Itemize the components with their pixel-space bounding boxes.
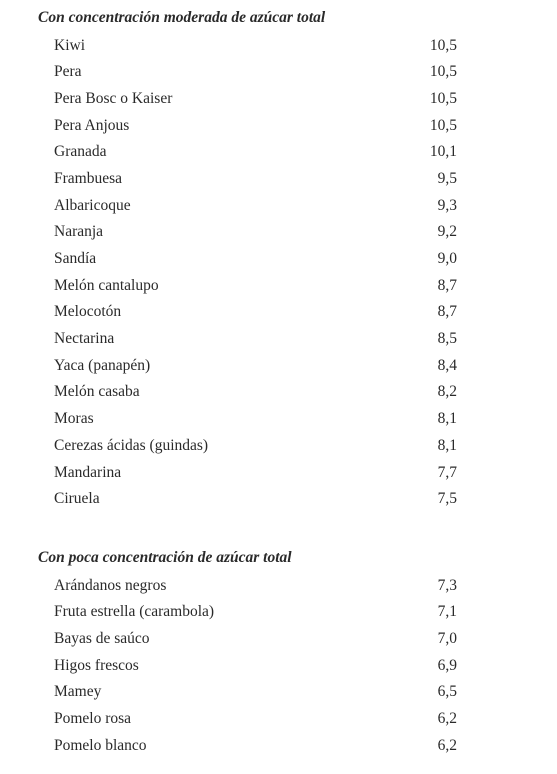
list-item — [0, 193, 557, 220]
list-item — [0, 219, 557, 246]
sugar-value: 8,1 — [437, 436, 457, 454]
list-item — [0, 246, 557, 273]
list-item — [0, 573, 557, 600]
sugar-value: 10,5 — [429, 36, 457, 54]
list-item — [0, 273, 557, 300]
fruit-name: Mamey — [54, 683, 102, 701]
list-item — [0, 433, 557, 460]
sugar-value: 10,1 — [429, 143, 457, 161]
sugar-value: 8,7 — [437, 303, 457, 321]
section-low-sugar — [0, 547, 557, 759]
section-title: Con poca concentración de azúcar total — [38, 549, 292, 566]
list-item — [0, 139, 557, 166]
list-item — [0, 406, 557, 433]
sugar-value: 7,0 — [437, 629, 457, 647]
sugar-value: 6,2 — [437, 709, 457, 727]
fruit-name: Albaricoque — [54, 196, 131, 214]
list-item — [0, 733, 557, 760]
fruit-name: Pomelo blanco — [54, 736, 147, 754]
list-item — [0, 166, 557, 193]
list-item — [0, 626, 557, 653]
list-item — [0, 679, 557, 706]
fruit-name: Pera Bosc o Kaiser — [54, 89, 173, 107]
list-item — [0, 460, 557, 487]
fruit-name: Higos frescos — [54, 656, 139, 674]
sugar-value: 8,7 — [437, 276, 457, 294]
sugar-value: 10,5 — [429, 116, 457, 134]
list-item — [0, 599, 557, 626]
fruit-name: Pera — [54, 63, 82, 81]
fruit-name: Yaca (panapén) — [54, 356, 151, 374]
sugar-value: 8,2 — [437, 383, 457, 401]
fruit-name: Pomelo rosa — [54, 709, 132, 727]
sugar-value: 7,3 — [437, 576, 457, 594]
sugar-value: 6,5 — [437, 683, 457, 701]
fruit-name: Ciruela — [54, 490, 100, 508]
fruit-list — [0, 33, 557, 513]
sugar-value: 8,5 — [437, 330, 457, 348]
sugar-value: 10,5 — [429, 89, 457, 107]
sugar-value: 9,2 — [437, 223, 457, 241]
fruit-name: Kiwi — [54, 36, 85, 54]
fruit-name: Cerezas ácidas (guindas) — [54, 436, 209, 454]
list-item — [0, 379, 557, 406]
fruit-name: Mandarina — [54, 463, 122, 481]
sugar-value: 10,5 — [429, 63, 457, 81]
sugar-value: 9,5 — [437, 169, 457, 187]
fruit-list — [0, 573, 557, 760]
sugar-value: 8,4 — [437, 356, 457, 374]
list-item — [0, 353, 557, 380]
fruit-name: Frambuesa — [54, 169, 123, 187]
fruit-name: Pera Anjous — [54, 116, 130, 134]
fruit-name: Granada — [54, 143, 107, 161]
sugar-value: 9,0 — [437, 250, 457, 267]
sugar-value: 9,3 — [437, 196, 457, 214]
list-item — [0, 33, 557, 60]
sugar-value: 7,5 — [437, 490, 457, 508]
fruit-name: Fruta estrella (carambola) — [54, 603, 215, 621]
list-item — [0, 326, 557, 353]
fruit-name: Naranja — [54, 223, 104, 241]
list-item — [0, 486, 557, 513]
section-moderate-sugar — [0, 7, 557, 513]
sugar-value: 7,7 — [437, 463, 457, 481]
sugar-value: 7,1 — [437, 603, 457, 621]
fruit-name: Arándanos negros — [54, 576, 167, 594]
list-item — [0, 706, 557, 733]
fruit-name: Melocotón — [54, 303, 122, 321]
section-title: Con concentración moderada de azúcar total — [38, 9, 326, 26]
sugar-value: 6,9 — [437, 656, 457, 674]
list-item — [0, 113, 557, 140]
fruit-name: Nectarina — [54, 330, 115, 348]
list-item — [0, 299, 557, 326]
sugar-value: 6,2 — [437, 736, 457, 754]
fruit-name: Moras — [54, 410, 94, 428]
sugar-value: 8,1 — [437, 410, 457, 428]
list-item — [0, 86, 557, 113]
fruit-name: Sandía — [54, 250, 97, 267]
fruit-name: Melón casaba — [54, 383, 140, 401]
fruit-name: Bayas de saúco — [54, 629, 150, 647]
fruit-name: Melón cantalupo — [54, 276, 159, 294]
list-item — [0, 653, 557, 680]
list-item — [0, 59, 557, 86]
